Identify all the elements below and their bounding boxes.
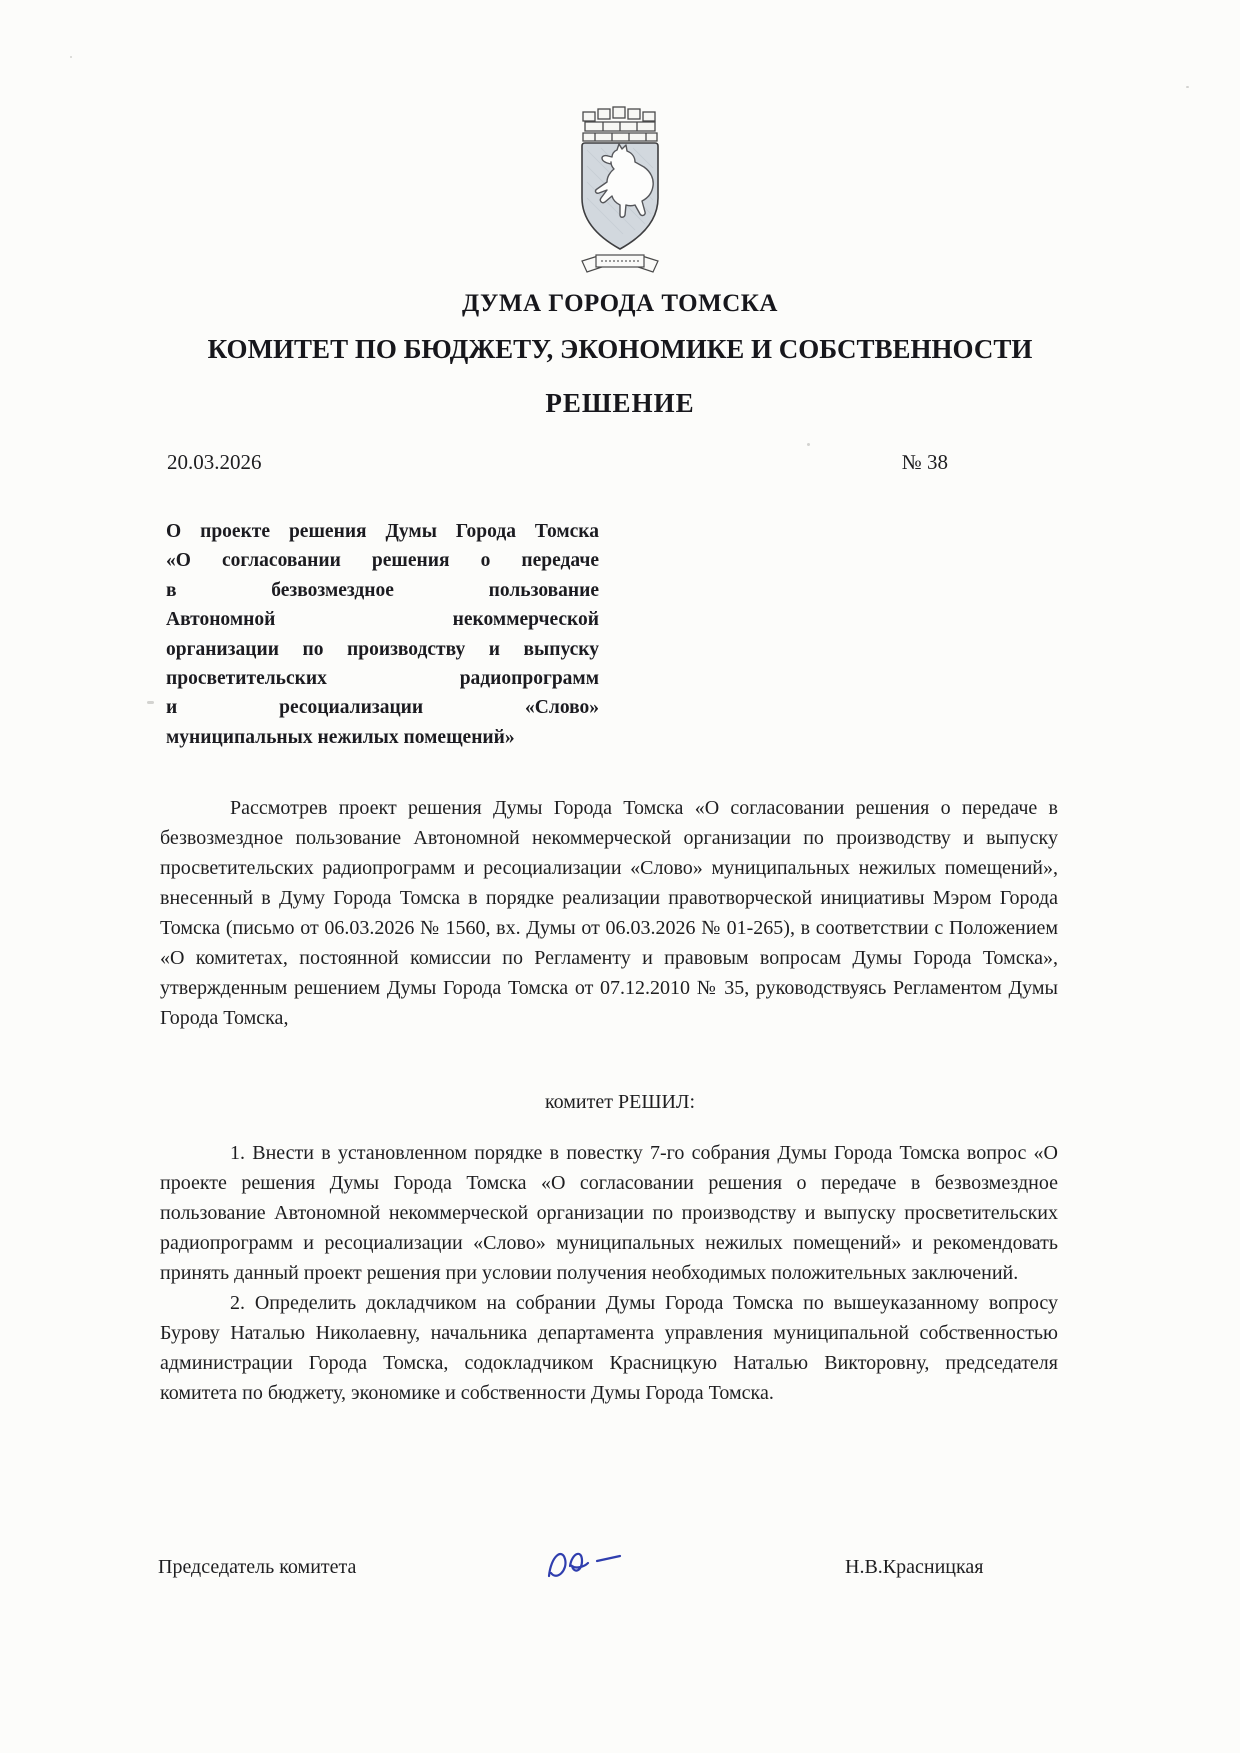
subject-line: О проекте решения Думы Города Томска: [166, 521, 599, 542]
document-type-title: РЕШЕНИЕ: [545, 388, 695, 418]
resolution-item-2: 2. Определить докладчиком на собрании Думы Города Томска по вышеуказанному вопросу Бурову Наталью Николаевну, начальника департамента управления муниципальной собственностью администрации Города Томска, содокладчиком Красницкую Наталью Викторовну, председателя комитета по бюджету, экономике и собственности Думы Города Томска.: [160, 1292, 1058, 1404]
subject-block: [166, 517, 599, 752]
organization-title: ДУМА ГОРОДА ТОМСКА: [462, 290, 778, 317]
signature-name: Н.В.Красницкая: [845, 1556, 984, 1578]
subject-line: и ресоциализации «Слово»: [166, 697, 599, 719]
motto-ribbon-icon: [582, 255, 658, 272]
resolved-heading: комитет РЕШИЛ:: [544, 1091, 696, 1113]
signature-role: Председатель комитета: [158, 1556, 357, 1578]
mural-crown-icon: [583, 107, 657, 141]
subject-line: организации по производству и выпуску: [166, 638, 599, 660]
scan-artifact: [1186, 86, 1189, 88]
subject-line: в безвозмездное пользование: [166, 579, 599, 601]
committee-title: КОМИТЕТ ПО БЮДЖЕТУ, ЭКОНОМИКЕ И СОБСТВЕННОСТИ: [207, 334, 1033, 364]
document-meta-row: [167, 450, 948, 475]
subject-line: «О согласовании решения о передаче: [166, 550, 599, 572]
tomsk-coat-of-arms-icon: [565, 104, 675, 276]
subject-line: Автономной некоммерческой: [166, 609, 599, 631]
resolution-item-1: 1. Внести в установленном порядке в повестку 7-го собрания Думы Города Томска вопрос «О проекте решения Думы Города Томска «О согласовании решения о передаче в безвозмездное пользование Автономной некоммерческой организации по производству и выпуску просветительских радиопрограмм и ресоциализации «Слово» муниципальных нежилых помещений» и рекомендовать принять данный проект решения при условии получения необходимых положительных заключений.: [160, 1142, 1058, 1284]
subject-line: просветительских радиопрограмм: [166, 668, 599, 690]
scan-artifact: [147, 701, 154, 704]
handwritten-signature-icon: [535, 1538, 645, 1590]
subject-line: муниципальных нежилых помещений»: [166, 726, 515, 748]
resolution-items: [160, 1138, 1058, 1408]
scan-artifact: [70, 56, 72, 58]
scan-artifact: [807, 443, 810, 446]
document-number: № 38: [901, 450, 948, 474]
document-date: 20.03.2026: [167, 450, 262, 474]
preamble-paragraph: Рассмотрев проект решения Думы Города Томска «О согласовании решения о передаче в безвозмездное пользование Автономной некоммерческой организации по производству и выпуску просветительских радиопрограмм и ресоциализации «Слово» муниципальных нежилых помещений», внесенный в Думу Города Томска в порядке реализации правотворческой инициативы Мэром Города Томска (письмо от 06.03.2026 № 1560, вх. Думы от 06.03.2026 № 01-265), в соответствии с Положением «О комитетах, постоянной комиссии по Регламенту и правовым вопросам Думы Города Томска», утвержденным решением Думы Города Томска от 07.12.2010 № 35, руководствуясь Регламентом Думы Города Томска,: [160, 797, 1058, 1029]
